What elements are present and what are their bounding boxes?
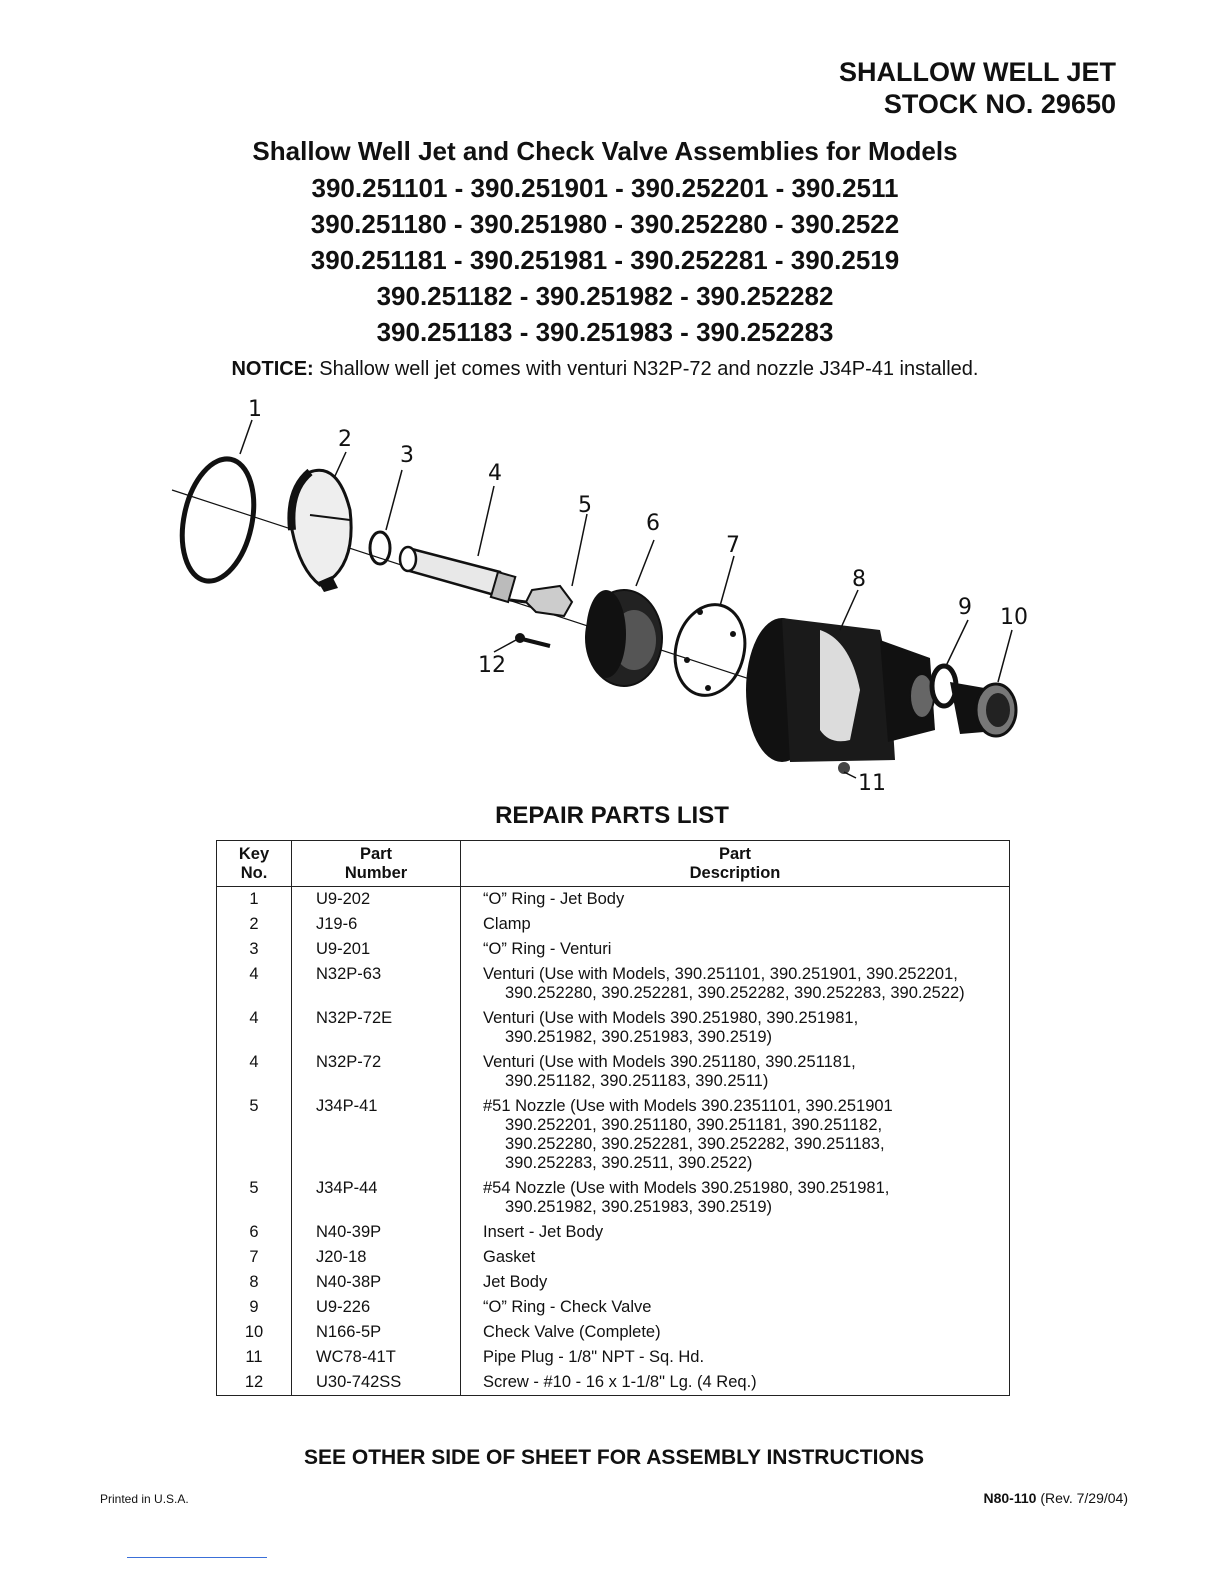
table-row [217, 1320, 1010, 1345]
printed-in: Printed in U.S.A. [100, 1492, 189, 1506]
cell-key-no: 2 [217, 912, 292, 937]
doc-revision: (Rev. 7/29/04) [1036, 1490, 1128, 1506]
description-line: Jet Body [483, 1273, 548, 1291]
table-row [217, 1295, 1010, 1320]
cell-key-no: 9 [217, 1295, 292, 1320]
cell-key-no: 12 [217, 1370, 292, 1396]
cell-part-number: N166-5P [292, 1320, 461, 1345]
doc-number: N80-110 [983, 1490, 1037, 1506]
description-line: Venturi (Use with Models 390.251180, 390.251181, [483, 1053, 856, 1071]
callout-10: 10 [1000, 605, 1028, 630]
table-row [217, 912, 1010, 937]
description-line: Clamp [483, 915, 531, 933]
description-line: Gasket [483, 1248, 536, 1266]
description-line: 390.251182, 390.251183, 390.2511) [505, 1072, 769, 1090]
description-line: Screw - #10 - 16 x 1-1/8" Lg. (4 Req.) [483, 1373, 757, 1391]
see-other-side-note: SEE OTHER SIDE OF SHEET FOR ASSEMBLY INSTRUCTIONS [304, 1446, 924, 1469]
part-screw [515, 633, 550, 646]
cell-part-description [461, 937, 1010, 962]
exploded-view-diagram [160, 390, 1060, 800]
table-row [217, 1220, 1010, 1245]
cell-part-number: N32P-72E [292, 1006, 461, 1050]
callout-4: 4 [488, 461, 502, 486]
cell-part-number: J34P-44 [292, 1176, 461, 1220]
part-clamp [291, 470, 351, 592]
callout-8: 8 [852, 567, 866, 592]
callout-3: 3 [400, 443, 414, 468]
callout-1: 1 [248, 397, 262, 422]
cell-part-description [461, 912, 1010, 937]
subtitle: Shallow Well Jet and Check Valve Assemblies for Models [252, 136, 958, 166]
header-key-no [217, 841, 292, 887]
description-line: Venturi (Use with Models 390.251980, 390.251981, [483, 1009, 859, 1027]
table-row [217, 1094, 1010, 1176]
description-line: 390.251982, 390.251983, 390.2519) [505, 1198, 772, 1216]
header-part-number [292, 841, 461, 887]
model-list [0, 170, 1210, 350]
cell-part-description [461, 962, 1010, 1006]
description-line: “O” Ring - Jet Body [483, 890, 625, 908]
table-row [217, 937, 1010, 962]
parts-table [216, 840, 1010, 1396]
cell-part-description [461, 1006, 1010, 1050]
cell-key-no: 4 [217, 1006, 292, 1050]
callout-11: 11 [858, 771, 886, 796]
table-row [217, 1345, 1010, 1370]
table-row [217, 1050, 1010, 1094]
callout-7: 7 [726, 533, 740, 558]
cell-part-description [461, 1320, 1010, 1345]
cell-part-number: N32P-72 [292, 1050, 461, 1094]
description-line: “O” Ring - Venturi [483, 940, 612, 958]
cell-part-description [461, 1370, 1010, 1396]
cell-part-number: J20-18 [292, 1245, 461, 1270]
cell-part-description [461, 1050, 1010, 1094]
table-row [217, 1370, 1010, 1396]
notice-label: NOTICE: [231, 358, 314, 380]
description-line: Insert - Jet Body [483, 1223, 604, 1241]
cell-part-number: N40-38P [292, 1270, 461, 1295]
callout-12: 12 [478, 653, 506, 678]
cell-key-no: 3 [217, 937, 292, 962]
model-line: 390.251180 - 390.251980 - 390.252280 - 390.2522 [310, 209, 900, 239]
callout-5: 5 [578, 493, 592, 518]
part-o-ring-jet-body [172, 452, 264, 587]
part-nozzle [510, 586, 572, 616]
cell-part-number: N32P-63 [292, 962, 461, 1006]
header-desc-line1: Part [718, 845, 752, 863]
description-line: 390.251982, 390.251983, 390.2519) [505, 1028, 772, 1046]
title-line-1: SHALLOW WELL JET [839, 57, 1116, 87]
callout-2: 2 [338, 427, 352, 452]
cell-part-description [461, 1176, 1010, 1220]
header-part-description [461, 841, 1010, 887]
description-line: “O” Ring - Check Valve [483, 1298, 652, 1316]
cell-part-number: U30-742SS [292, 1370, 461, 1396]
model-line: 390.251183 - 390.251983 - 390.252283 [376, 317, 834, 347]
cell-part-number: U9-226 [292, 1295, 461, 1320]
table-row [217, 887, 1010, 913]
table-row [217, 1245, 1010, 1270]
table-row [217, 1176, 1010, 1220]
description-line: Venturi (Use with Models, 390.251101, 390.251901, 390.252201, [483, 965, 958, 983]
cell-key-no: 4 [217, 1050, 292, 1094]
cell-key-no: 7 [217, 1245, 292, 1270]
description-line: #54 Nozzle (Use with Models 390.251980, 390.251981, [483, 1179, 890, 1197]
part-check-valve [950, 682, 1016, 736]
part-gasket [666, 597, 754, 703]
description-line: 390.252201, 390.251180, 390.251181, 390.251182, [505, 1116, 883, 1134]
table-header-row [217, 841, 1010, 887]
cell-key-no: 1 [217, 887, 292, 913]
table-row [217, 1270, 1010, 1295]
cell-part-number: U9-202 [292, 887, 461, 913]
header-part-line1: Part [359, 845, 393, 863]
cell-part-number: N40-39P [292, 1220, 461, 1245]
table-row [217, 1006, 1010, 1050]
cell-part-description [461, 887, 1010, 913]
notice [0, 356, 1210, 382]
cell-part-description [461, 1245, 1010, 1270]
model-line: 390.251101 - 390.251901 - 390.252201 - 390.2511 [311, 173, 899, 203]
title-line-2: STOCK NO. 29650 [883, 89, 1116, 119]
cell-key-no: 5 [217, 1094, 292, 1176]
model-line: 390.251181 - 390.251981 - 390.252281 - 390.2519 [310, 245, 900, 275]
cell-key-no: 11 [217, 1345, 292, 1370]
cell-part-description [461, 1094, 1010, 1176]
cell-part-number: WC78-41T [292, 1345, 461, 1370]
header-desc-line2: Description [689, 864, 781, 882]
title-block [839, 56, 1116, 120]
cell-key-no: 5 [217, 1176, 292, 1220]
notice-text: Shallow well jet comes with venturi N32P-72 and nozzle J34P-41 installed. [313, 358, 979, 380]
cell-part-number: U9-201 [292, 937, 461, 962]
description-line: 390.252280, 390.252281, 390.252282, 390.252283, 390.2522) [505, 984, 965, 1002]
callout-9: 9 [958, 595, 972, 620]
cell-key-no: 6 [217, 1220, 292, 1245]
cell-key-no: 10 [217, 1320, 292, 1345]
cell-part-description [461, 1345, 1010, 1370]
cell-key-no: 4 [217, 962, 292, 1006]
description-line: Pipe Plug - 1/8" NPT - Sq. Hd. [483, 1348, 705, 1366]
description-line: #51 Nozzle (Use with Models 390.2351101, 390.251901 [483, 1097, 893, 1115]
document-number [984, 1490, 1129, 1506]
description-line: 390.252283, 390.2511, 390.2522) [505, 1154, 753, 1172]
part-o-ring-venturi [370, 532, 390, 564]
header-key-line2: No. [240, 864, 268, 882]
cell-part-description [461, 1270, 1010, 1295]
cell-part-number: J19-6 [292, 912, 461, 937]
cell-part-description [461, 1295, 1010, 1320]
cell-part-description [461, 1220, 1010, 1245]
model-line: 390.251182 - 390.251982 - 390.252282 [376, 281, 834, 311]
description-line: Check Valve (Complete) [483, 1323, 661, 1341]
description-line: 390.252280, 390.252281, 390.252282, 390.251183, [505, 1135, 885, 1153]
part-jet-body [746, 618, 935, 774]
header-key-line1: Key [238, 845, 270, 863]
table-row [217, 962, 1010, 1006]
parts-table-body [217, 887, 1010, 1396]
cell-key-no: 8 [217, 1270, 292, 1295]
parts-list-heading: REPAIR PARTS LIST [495, 802, 729, 829]
scan-artifact-line [127, 1557, 267, 1558]
header-part-line2: Number [344, 864, 408, 882]
part-insert-jet-body [586, 590, 662, 686]
callout-6: 6 [646, 511, 660, 536]
part-venturi [400, 547, 515, 602]
cell-part-number: J34P-41 [292, 1094, 461, 1176]
